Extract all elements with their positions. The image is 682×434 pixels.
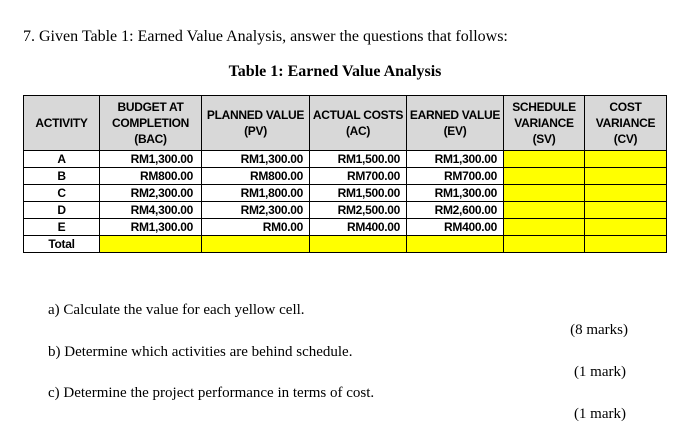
ac-cell: RM400.00 [310,219,407,236]
header-sv: SCHEDULE VARIANCE (SV) [504,96,585,151]
bac-cell: RM1,300.00 [100,219,202,236]
table-row [24,219,667,236]
activity-cell: B [24,168,100,185]
header-ev: EARNED VALUE (EV) [407,96,504,151]
bac-cell: RM800.00 [100,168,202,185]
cv-cell [585,185,667,202]
total-row [24,236,667,253]
activity-cell: A [24,151,100,168]
sv-cell [504,168,585,185]
ev-cell: RM700.00 [407,168,504,185]
question-text: 7. Given Table 1: Earned Value Analysis, answer the questions that follows: [23,28,508,45]
pv-cell: RM800.00 [202,168,310,185]
pv-cell: RM1,300.00 [202,151,310,168]
ev-cell: RM1,300.00 [407,185,504,202]
bac-cell: RM2,300.00 [100,185,202,202]
header-pv: PLANNED VALUE (PV) [202,96,310,151]
marks-a: (8 marks) [570,322,628,338]
header-ac: ACTUAL COSTS (AC) [310,96,407,151]
ev-cell: RM1,300.00 [407,151,504,168]
sv-cell [504,202,585,219]
total-pv-cell [202,236,310,253]
cv-cell [585,219,667,236]
pv-cell: RM0.00 [202,219,310,236]
table-row [24,185,667,202]
total-cv-cell [585,236,667,253]
marks-c: (1 mark) [573,406,626,422]
subquestion-a: a) Calculate the value for each yellow cell. [48,302,305,318]
total-label: Total [24,236,100,253]
pv-cell: RM1,800.00 [202,185,310,202]
bac-cell: RM1,300.00 [100,151,202,168]
ac-cell: RM2,500.00 [310,202,407,219]
subquestion-c: c) Determine the project performance in terms of cost. [48,385,375,401]
cv-cell [585,202,667,219]
bac-cell: RM4,300.00 [100,202,202,219]
cv-cell [585,168,667,185]
ev-cell: RM2,600.00 [407,202,504,219]
table-row [24,151,667,168]
total-ev-cell [407,236,504,253]
header-activity: ACTIVITY [24,96,100,151]
cv-cell [585,151,667,168]
sv-cell [504,185,585,202]
table-header-row [24,96,667,151]
earned-value-table [23,95,667,253]
total-ac-cell [310,236,407,253]
marks-b: (1 mark) [573,364,626,380]
total-bac-cell [100,236,202,253]
header-bac: BUDGET AT COMPLETION (BAC) [100,96,202,151]
table-row [24,202,667,219]
table-row [24,168,667,185]
ev-cell: RM400.00 [407,219,504,236]
ac-cell: RM700.00 [310,168,407,185]
activity-cell: E [24,219,100,236]
ac-cell: RM1,500.00 [310,151,407,168]
activity-cell: C [24,185,100,202]
activity-cell: D [24,202,100,219]
subquestion-b: b) Determine which activities are behind schedule. [48,344,353,360]
ac-cell: RM1,500.00 [310,185,407,202]
total-sv-cell [504,236,585,253]
sv-cell [504,219,585,236]
pv-cell: RM2,300.00 [202,202,310,219]
sv-cell [504,151,585,168]
table-caption: Table 1: Earned Value Analysis [228,63,442,80]
header-cv: COST VARIANCE (CV) [585,96,667,151]
